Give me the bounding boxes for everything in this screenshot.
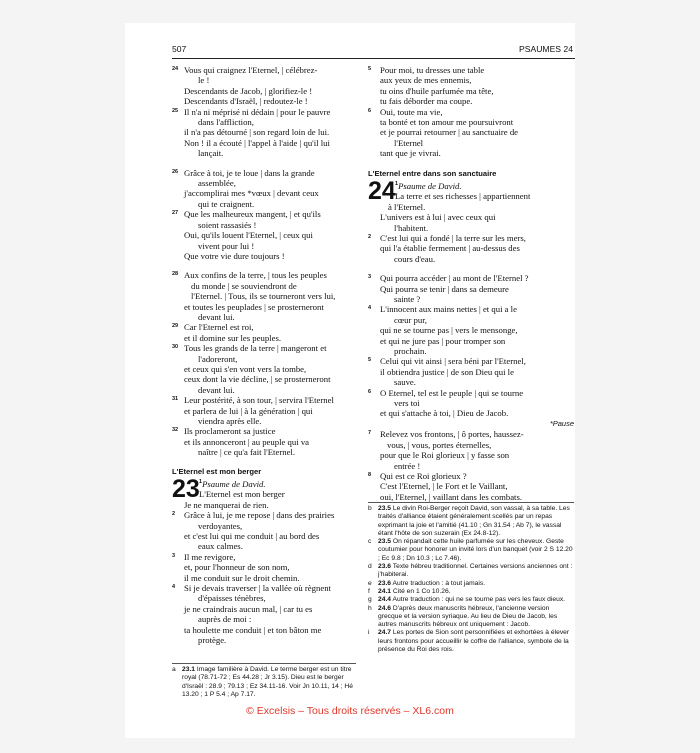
verse-22-26	[172, 168, 356, 210]
footnote-ref: 23.5	[378, 505, 392, 512]
verse-line: Relevez vos frontons, | ô portes, haussez-	[380, 429, 524, 440]
verse-line: protège.	[198, 635, 227, 646]
footnote-rule-right	[368, 502, 574, 503]
footnote	[172, 666, 356, 699]
superscription-text: Psaume de David.	[202, 478, 266, 489]
verse-line: Il n'a ni méprisé ni dédain | pour le pauvre	[184, 106, 331, 117]
verse-number: 8	[368, 471, 372, 478]
footnote	[368, 580, 574, 588]
footnote-letter: d	[368, 563, 372, 571]
footnote-rule-left	[172, 663, 356, 664]
verse-line: aux yeux de mes ennemis,	[380, 75, 472, 86]
verse-line: oui, l'Eternel, | vaillant dans les combats.	[380, 491, 523, 502]
running-header	[172, 44, 575, 58]
verse-line: ceux dont la vie décline, | se prosterneront	[184, 374, 331, 385]
verse-line: l'habitent.	[394, 222, 429, 233]
verse-line: et ceux qui s'en vont vers la tombe,	[184, 363, 307, 374]
section-heading: L'Eternel est mon berger	[172, 466, 262, 476]
verse-24-3	[368, 273, 574, 304]
verse-22-25	[172, 107, 356, 159]
verse-line: Oui, qu'ils louent l'Eternel, | ceux qui	[184, 230, 313, 241]
verse-line: Leur postérité, à son tour, | servira l'Eternel	[184, 395, 334, 406]
verse-line: naître | ce qu'a fait l'Eternel.	[198, 447, 296, 458]
verse-line: sauve.	[394, 377, 416, 388]
verse-22-29	[172, 322, 356, 343]
verse-number: 7	[368, 430, 372, 437]
book-title: PSAUMES 24	[519, 44, 573, 54]
footnote-letter: a	[172, 666, 176, 673]
page-number: 507	[172, 44, 187, 54]
verse-number: 5	[368, 357, 372, 364]
verse-line: Je ne manquerai de rien.	[184, 499, 269, 510]
verse-line: je ne craindrais aucun mal, | car tu es	[184, 603, 313, 614]
verse-23-5	[368, 65, 574, 107]
verse-line: qui te craignent.	[198, 198, 255, 209]
footnote-ref: 24.4	[378, 596, 392, 604]
footnote	[368, 588, 574, 596]
verse-line: il n'a pas détourné | son regard loin de lui.	[184, 127, 330, 138]
verse-line: L'univers est à lui | avec ceux qui	[380, 212, 496, 223]
footnote	[368, 538, 574, 563]
verse-line: auprès de moi :	[198, 614, 252, 625]
verse-24-8	[368, 471, 574, 502]
verse-line: l'Eternel	[394, 137, 424, 148]
verse-line: Tous les grands de la terre | mangeront et	[184, 343, 327, 354]
verse-line: Descendants d'Israël, | redoutez-le !	[184, 96, 308, 107]
verse-line: L'innocent aux mains nettes | et qui a le	[380, 304, 517, 315]
verse-line: tant que je vivrai.	[380, 148, 441, 159]
verse-line: pour que le Roi glorieux | y fasse son	[380, 450, 510, 461]
verse-number: 28	[172, 271, 179, 278]
footnote-text: Autre traduction : à tout jamais.	[392, 579, 486, 587]
bible-page	[125, 23, 575, 738]
footnote-letter: i	[368, 629, 370, 637]
footnote-text: D'après deux manuscrits hébreux, l'ancienne version grecque et la version syriaque. Au lieu de Dieu de Jacob, les autres manuscrits hébreux ont uniquement : Jacob.	[378, 604, 558, 629]
verse-22-24	[172, 65, 356, 107]
verse-number: 3	[368, 274, 372, 281]
verse-line: Grâce à toi, je te loue | dans la grande	[184, 167, 315, 178]
verse-line: entrée !	[394, 460, 421, 471]
verse-line: et il domine sur les peuples.	[184, 332, 281, 343]
verse-line: vivent pour lui !	[198, 240, 255, 251]
verse-23-6	[368, 107, 574, 159]
footnote-ref: 23.5	[378, 538, 392, 546]
verse-line: et c'est lui qui me conduit | au bord des	[184, 530, 320, 541]
verse-line: ta bonté et ton amour me poursuivront	[380, 117, 514, 128]
psalm-23-start	[172, 477, 356, 510]
verse-line: et je pourrai retourner | au sanctuaire de	[380, 127, 519, 138]
pause-marker: *Pause	[549, 418, 574, 428]
verse-line: et, pour l'honneur de son nom,	[184, 562, 290, 573]
verse-line: Que votre vie dure toujours !	[184, 250, 285, 261]
footnote-ref: 23.6	[378, 579, 392, 587]
footnote-letter: h	[368, 604, 372, 612]
footnote-text: Le divin Roi-Berger reçoit David, son vassal, à sa table. Les traités d'alliance étaient généralement scellés par un repas exprimant la joie et l'amitié (41.10 ; Gn 31.54 ; Ab 7), le vassal étant l'hôte de son suzerain (Ex 24.8-12).	[378, 505, 570, 537]
psalm-number: 24	[368, 177, 396, 206]
verse-22-27	[172, 209, 356, 261]
verse-line: Qui pourra se tenir | dans sa demeure	[380, 283, 509, 294]
footnote	[368, 563, 574, 580]
verse-line: qui ne se tourne pas | vers le mensonge,	[380, 325, 518, 336]
verse-number: 4	[368, 305, 372, 312]
verse-line: Aux confins de la terre, | tous les peuples	[184, 270, 327, 281]
verse-line: C'est l'Eternel, | le Fort et le Vaillant,	[380, 481, 508, 492]
footnote	[368, 596, 574, 604]
verse-number: 6	[368, 107, 372, 114]
verse-line: et qui s'attache à toi, | Dieu de Jacob.	[380, 408, 509, 419]
verse-number: 26	[172, 168, 179, 175]
verse-line: Ils proclameront sa justice	[184, 426, 276, 437]
verse-number: 25	[172, 107, 179, 114]
verse-line: l'adoreront,	[198, 353, 238, 364]
left-column	[172, 65, 356, 645]
verse-line: Celui qui vit ainsi | sera béni par l'Eternel,	[380, 356, 526, 367]
verse-line: sainte ?	[394, 294, 421, 305]
verse-24-4	[368, 304, 574, 356]
footnote-ref: 23.1	[182, 666, 196, 673]
verse-line: le !	[198, 75, 210, 86]
verse-number: 2	[368, 233, 372, 240]
verse-23-4	[172, 583, 356, 645]
verse-line: l'Eternel. | Tous, ils se tourneront vers lui,	[191, 291, 336, 302]
verse-number: 4	[172, 583, 176, 590]
footnote-letter: e	[368, 579, 372, 587]
copyright-footer: © Excelsis – Tous droits réservés – XL6.com	[246, 705, 454, 717]
footnote-ref: 24.6	[378, 604, 392, 612]
section-heading: L'Eternel entre dans son sanctuaire	[368, 168, 497, 178]
verse-line: cœur pur,	[394, 314, 427, 325]
verse-line: L'Eternel est mon berger	[199, 489, 285, 500]
verse-line: Qui est ce Roi glorieux ?	[380, 470, 467, 481]
verse-line: verdoyantes,	[198, 520, 243, 531]
verse-line: et parlera de lui | à la génération | qui	[184, 405, 313, 416]
verse-number: 29	[172, 323, 179, 330]
verse-number: 1	[395, 181, 399, 188]
verse-number: 31	[172, 396, 179, 403]
footnote	[368, 505, 574, 538]
verse-line: tu fais déborder ma coupe.	[380, 96, 473, 107]
verse-line: Grâce à lui, je me repose | dans des prairies	[184, 510, 335, 521]
verse-line: Vous qui craignez l'Eternel, | célébrez-	[184, 65, 318, 75]
verse-line: il obtiendra justice | de son Dieu qui le	[380, 366, 514, 377]
verse-line: assemblée,	[198, 178, 236, 189]
verse-line: qui l'a établie fermement | au-dessus des	[380, 243, 520, 254]
verse-line: devant lui.	[198, 311, 235, 322]
header-rule	[172, 58, 575, 59]
verse-24-2	[368, 233, 574, 264]
verse-number: 1	[199, 479, 203, 486]
footnote-ref: 24.1	[378, 587, 392, 595]
verse-line: viendra après elle.	[198, 416, 262, 426]
verse-line: dans l'affliction,	[198, 117, 254, 128]
verse-line: Descendants de Jacob, | glorifiez-le !	[184, 85, 313, 96]
verse-line: et ils annonceront | au peuple qui va	[184, 436, 310, 447]
footnote-text: On répandait cette huile parfumée sur les cheveux. Geste coutumier pour honorer un invité lors d'un banquet (voir 2 S 12.20 ; Ec 9.8 ; Dn 10.3 ; Lc 7.46).	[378, 538, 573, 562]
verse-line: O Eternel, tel est le peuple | qui se tourne	[380, 387, 524, 398]
footnote	[368, 605, 574, 630]
verse-number: 32	[172, 427, 179, 434]
footnote-letter: f	[368, 587, 370, 595]
verse-24-7	[368, 429, 574, 471]
verse-line: Que les malheureux mangent, | et qu'ils	[184, 209, 321, 220]
footnotes-left	[172, 666, 356, 699]
footnotes-right	[368, 505, 574, 654]
verse-line: vers toi	[394, 398, 420, 409]
verse-line: Pour moi, tu dresses une table	[380, 65, 485, 75]
footnote-letter: c	[368, 538, 372, 546]
footnote-text: Image familière à David. Le terme berger est un titre royal (78.71-72 ; Es 44.28 ; Jr 3.15). Dieu est le berger d'Israël : 28.9 ; 79.13 ; Ez 34.11-16. Voir Jn 10.11, 14 ; Hé 13.20 ; 1 P 5.4 ; Ap 7.17.	[182, 666, 353, 698]
verse-line: eaux calmes.	[198, 541, 243, 552]
psalm-24-start	[368, 179, 574, 233]
psalm-number: 23	[172, 475, 200, 504]
verse-23-2	[172, 510, 356, 552]
footnote	[368, 629, 574, 654]
verse-line: soient rassasiés !	[198, 219, 257, 230]
verse-24-5	[368, 356, 574, 387]
verse-line: C'est lui qui a fondé | la terre sur les mers,	[380, 232, 526, 243]
verse-line: et toutes les peuplades | se prosterneront	[184, 301, 324, 312]
verse-line: Car l'Eternel est roi,	[184, 322, 254, 333]
verse-number: 5	[368, 66, 372, 72]
verse-line: lançait.	[198, 148, 224, 159]
verse-23-3	[172, 552, 356, 583]
verse-line: ta houlette me conduit | et ton bâton me	[184, 624, 322, 635]
footnote-text: Les portes de Sion sont personnifiées et exhortées à élever leurs frontons pour accueillir le coffre de l'alliance, symbole de la présence du Roi des rois.	[378, 629, 570, 654]
verse-line: Qui pourra accéder | au mont de l'Eternel ?	[380, 273, 529, 284]
verse-number: 2	[172, 511, 176, 518]
verse-line: j'accomplirai mes *vœux | devant ceux	[184, 188, 319, 199]
footnote-text: Texte hébreu traditionnel. Certaines versions anciennes ont : j'habiterai.	[378, 563, 573, 579]
footnote-text: Cité en 1 Co 10.26.	[392, 587, 451, 595]
superscription	[368, 179, 574, 191]
verse-line: cours d'eau.	[394, 253, 436, 264]
footnote-ref: 23.6	[378, 563, 392, 571]
verse-line: tu oins d'huile parfumée ma tête,	[380, 85, 494, 96]
verse-line: Il me revigore,	[184, 551, 236, 562]
verse-line: il me conduit sur le droit chemin.	[184, 572, 300, 583]
verse-line: et qui ne jure pas | pour tromper son	[380, 335, 506, 346]
verse-line: du monde | se souviendront de	[191, 280, 297, 291]
verse-number: 30	[172, 344, 179, 351]
verse-line: vous, | vous, portes éternelles,	[387, 439, 492, 450]
superscription-text: Psaume de David.	[398, 180, 462, 191]
footnote-letter: b	[368, 505, 372, 512]
verse-24-6	[368, 388, 574, 430]
verse-line: devant lui.	[198, 384, 235, 395]
verse-line: Non ! il a écouté | l'appel à l'aide | qu'il lui	[184, 137, 330, 148]
verse-number: 24	[172, 66, 179, 72]
verse-22-28	[172, 270, 356, 322]
footnote-letter: g	[368, 596, 372, 604]
verse-22-30	[172, 343, 356, 395]
footnote-ref: 24.7	[378, 629, 392, 637]
verse-line: Oui, toute ma vie,	[380, 106, 443, 117]
verse-line: prochain.	[394, 346, 427, 357]
verse-number: 3	[172, 552, 176, 559]
right-column	[368, 65, 574, 502]
verse-line: à l'Eternel.	[388, 201, 426, 212]
verse-22-32	[172, 426, 356, 457]
footnote-text: Autre traduction : qui ne se tourne pas vers les faux dieux.	[392, 596, 566, 604]
verse-line: Si je devais traverser | la vallée où règnent	[184, 582, 331, 593]
verse-22-31	[172, 395, 356, 426]
verse-number: 6	[368, 388, 372, 395]
verse-number: 27	[172, 210, 179, 217]
verse-line: d'épaisses ténèbres,	[198, 593, 266, 604]
verse-line: La terre et ses richesses | appartiennent	[395, 191, 531, 202]
